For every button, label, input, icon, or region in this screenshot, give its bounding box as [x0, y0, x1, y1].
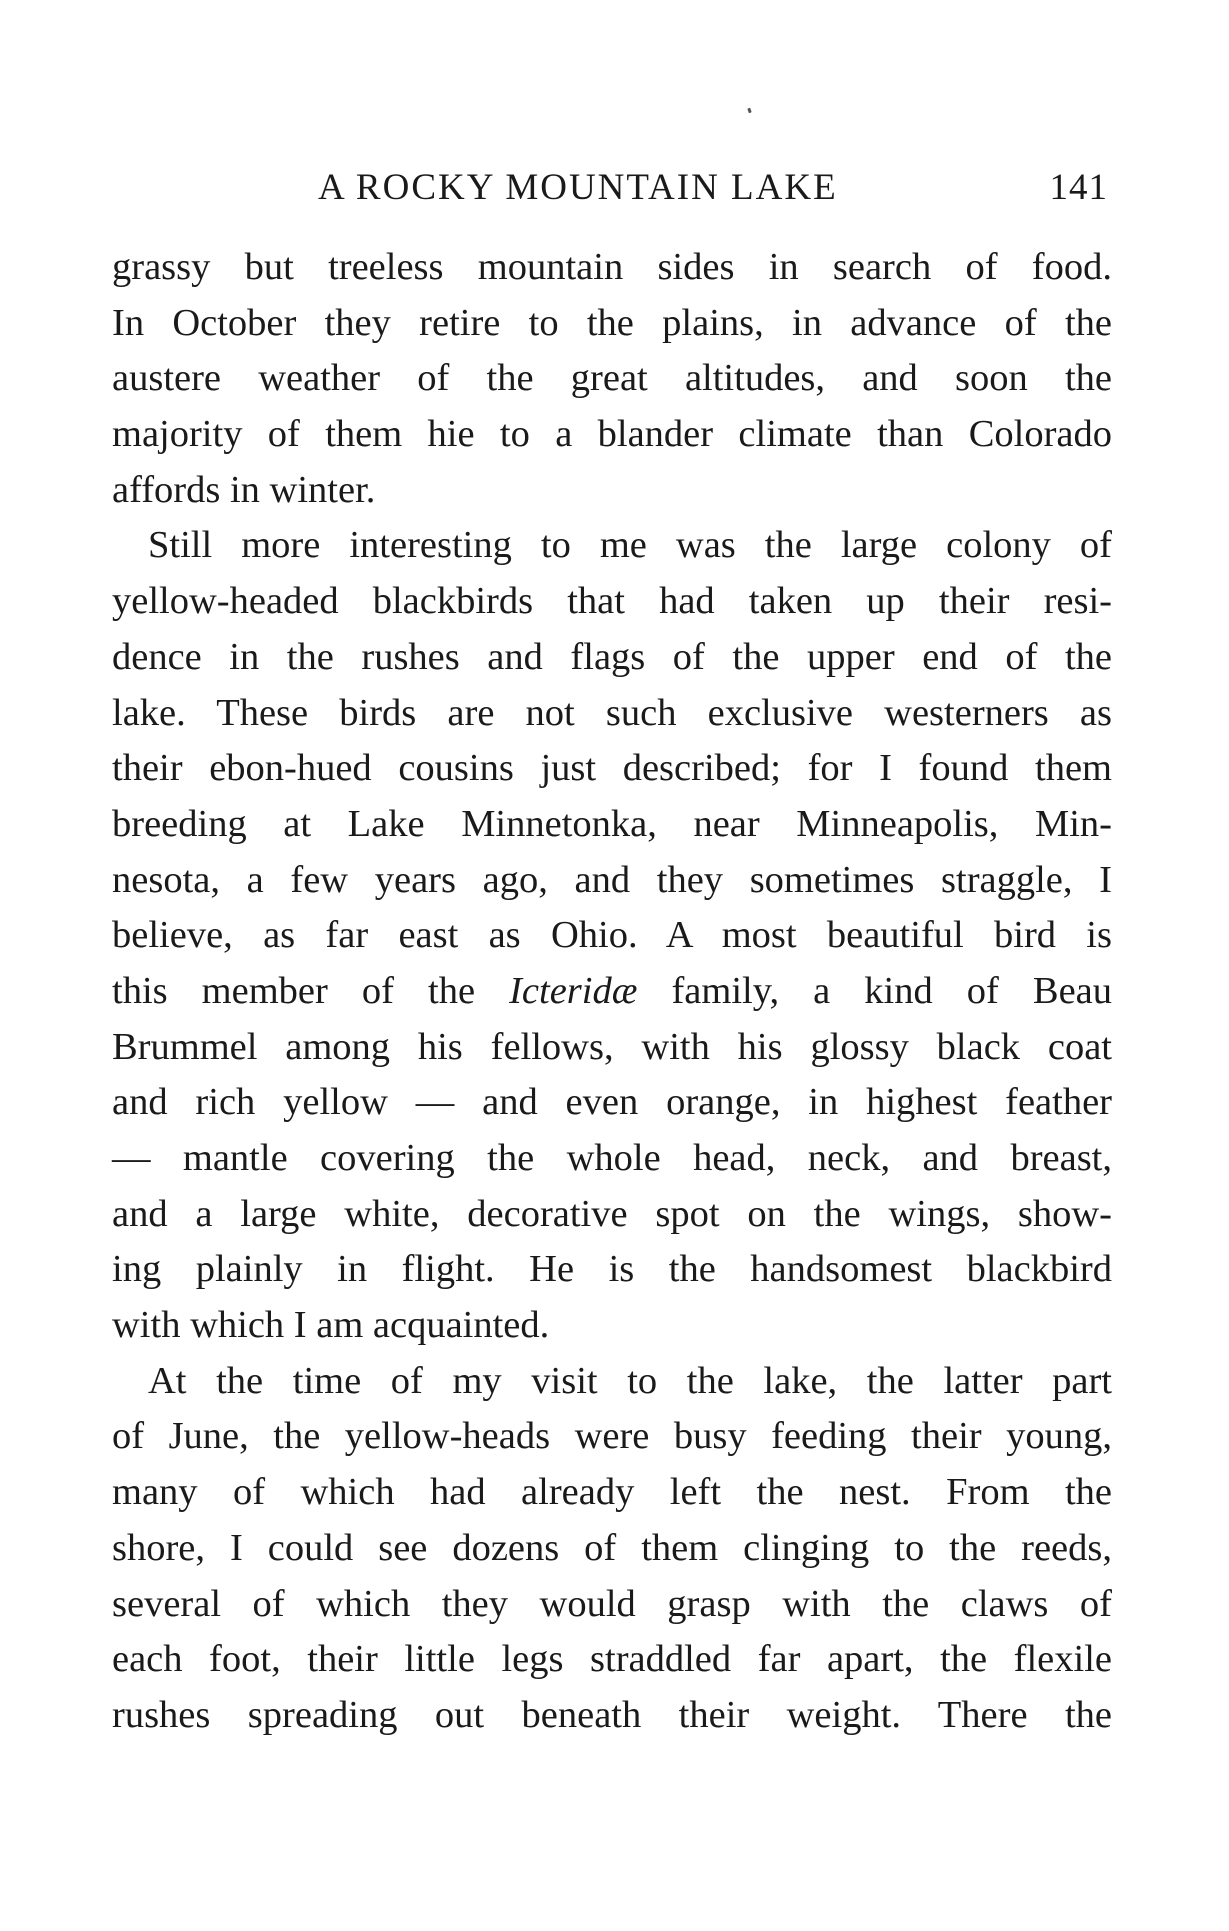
text-line: ing plainly in flight. He is the handsomest blackbird [112, 1248, 1112, 1291]
text-line: lake. These birds are not such exclusive westerners as [112, 691, 1112, 734]
text-line: Brummel among his fellows, with his glossy black coat [112, 1025, 1112, 1068]
text-line: with which I am acquainted. [112, 1304, 550, 1347]
text-line: majority of them hie to a blander climate than Colorado [112, 413, 1112, 456]
text-line: and a large white, decorative spot on the wings, show- [112, 1192, 1112, 1235]
text-line: grassy but treeless mountain sides in search of food. [112, 246, 1112, 288]
text-line: At the time of my visit to the lake, the latter part [148, 1359, 1112, 1402]
text-segment: family, a kind of Beau [671, 969, 1113, 1012]
text-line: several of which they would grasp with the claws of [112, 1582, 1112, 1625]
text-line: many of which had already left the nest. From the [112, 1471, 1112, 1514]
text-line: breeding at Lake Minnetonka, near Minneapolis, Min- [112, 802, 1112, 845]
page-number: 141 [1049, 167, 1108, 208]
text-line: believe, as far east as Ohio. A most beautiful bird is [112, 914, 1112, 957]
text-line: and rich yellow — and even orange, in highest feather [112, 1081, 1112, 1124]
text-line: shore, I could see dozens of them clinging to the reeds, [112, 1526, 1112, 1569]
running-title: A ROCKY MOUNTAIN LAKE [318, 167, 838, 208]
text-line: — mantle covering the whole head, neck, and breast, [112, 1137, 1112, 1179]
text-line: of June, the yellow-heads were busy feeding their young, [112, 1415, 1112, 1458]
paragraph-2 [112, 518, 1112, 1353]
text-line: nesota, a few years ago, and they sometimes straggle, I [112, 858, 1112, 901]
text-line: affords in winter. [112, 468, 376, 511]
text-line: Still more interesting to me was the large colony of [148, 524, 1112, 567]
italic-family-name: Icteridæ [509, 969, 638, 1012]
paragraph-3 [112, 1354, 1112, 1744]
running-head [118, 166, 1108, 210]
body-text [112, 240, 1112, 1744]
text-line-with-italic [112, 964, 1112, 1020]
text-line: their ebon-hued cousins just described; for I found them [112, 747, 1112, 790]
text-line: rushes spreading out beneath their weight. There the [112, 1693, 1112, 1736]
text-line: In October they retire to the plains, in advance of the [112, 301, 1112, 344]
text-line: dence in the rushes and flags of the upper end of the [112, 635, 1112, 678]
text-segment: this member of the [112, 969, 476, 1012]
text-line: yellow-headed blackbirds that had taken up their resi- [112, 580, 1112, 623]
text-line: each foot, their little legs straddled far apart, the flexile [112, 1638, 1112, 1681]
text-line: austere weather of the great altitudes, and soon the [112, 357, 1112, 400]
paragraph-1 [112, 240, 1112, 518]
ink-speck [747, 108, 752, 114]
